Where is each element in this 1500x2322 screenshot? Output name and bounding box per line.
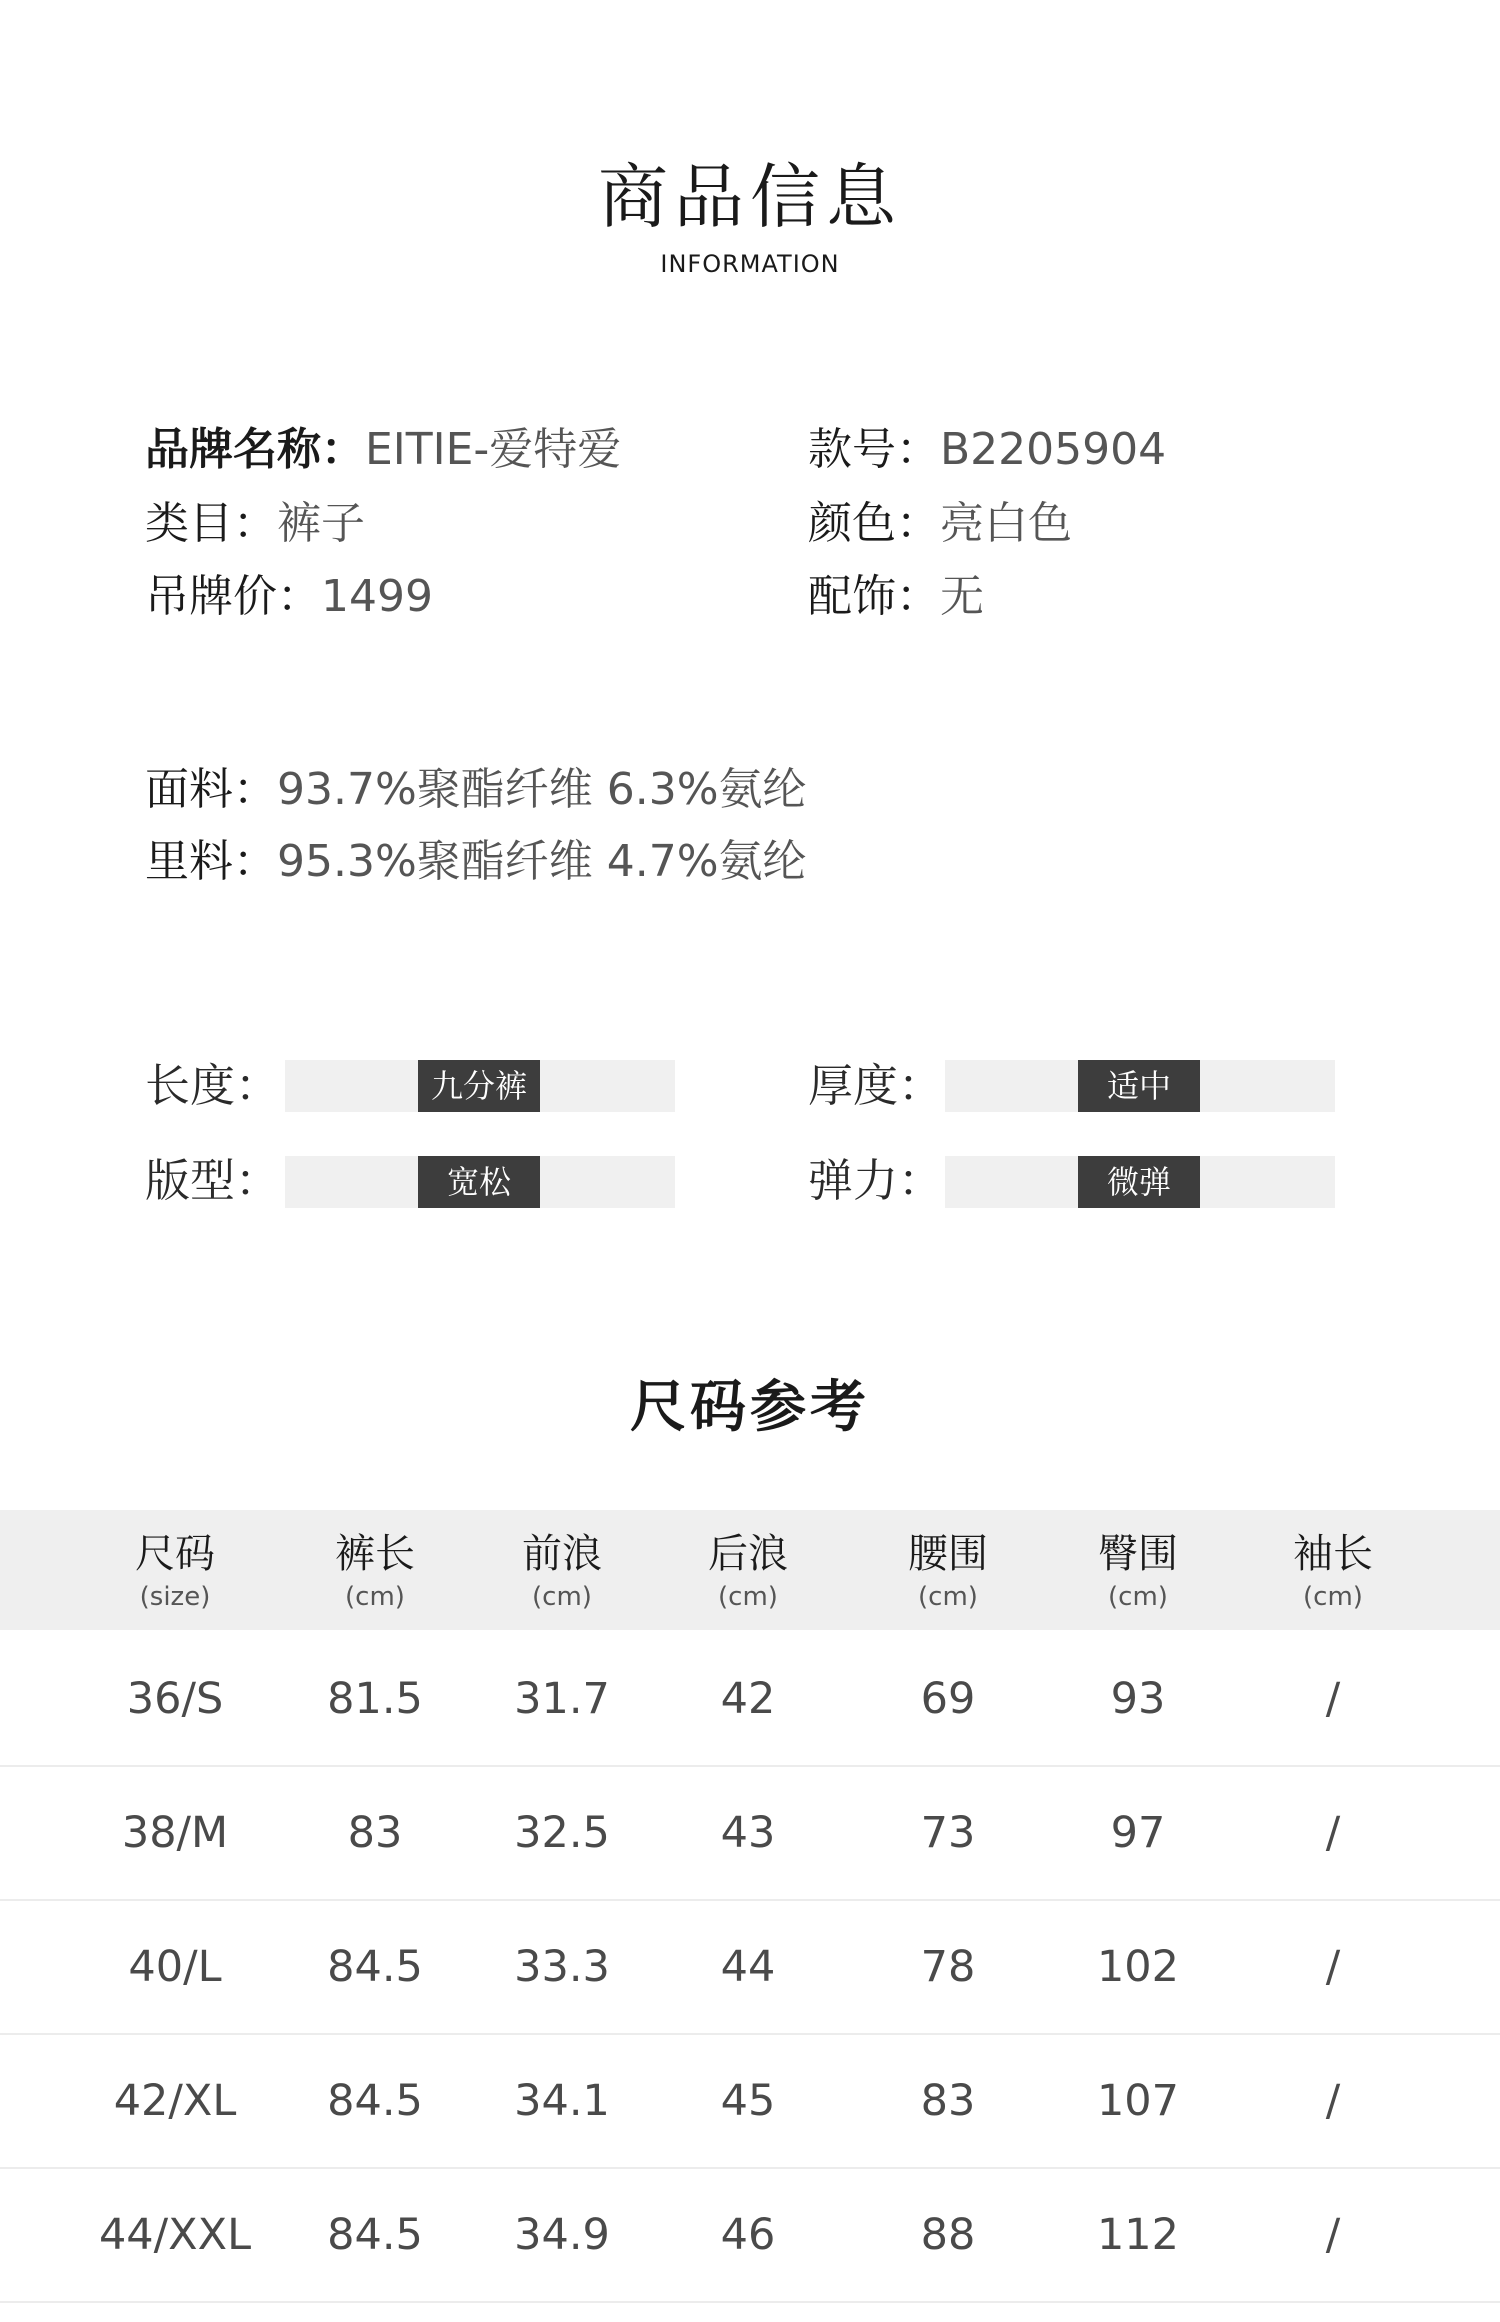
table-cell: 93: [1110, 1674, 1166, 1724]
category-label: 类目：: [145, 498, 277, 549]
table-row: [0, 1900, 1500, 2034]
table-cell: 34.9: [514, 2210, 610, 2260]
header-unit: (cm): [1303, 1582, 1363, 1612]
table-cell: 81.5: [327, 1674, 423, 1724]
header-name: 裤长: [335, 1531, 415, 1577]
table-cell: 45: [720, 2076, 776, 2126]
page-subtitle: INFORMATION: [660, 250, 840, 278]
tag-price-label: 吊牌价：: [145, 571, 321, 622]
header-cell-sleeve: [1243, 1510, 1423, 1610]
table-cell: 88: [920, 2210, 976, 2260]
table-cell: 33.3: [514, 1942, 610, 1992]
table-cell: 44/XXL: [98, 2210, 252, 2260]
table-cell: /: [1325, 1674, 1341, 1724]
table-cell: 78: [920, 1942, 976, 1992]
elasticity-label: 弹力：: [808, 1154, 944, 1207]
tag-price-row: [145, 571, 433, 622]
fabric-outer-row: [145, 764, 807, 815]
table-cell: 84.5: [327, 2076, 423, 2126]
table-cell: 32.5: [514, 1808, 610, 1858]
color-value: 亮白色: [940, 498, 1072, 549]
fit-tag: 宽松: [418, 1156, 540, 1208]
table-cell: 102: [1096, 1942, 1180, 1992]
brand-row: [145, 424, 622, 475]
category-value: 裤子: [277, 498, 365, 549]
table-cell: 38/M: [121, 1808, 229, 1858]
header-cell-waist: [858, 1510, 1038, 1610]
table-cell: /: [1325, 1942, 1341, 1992]
table-cell: 46: [720, 2210, 776, 2260]
table-cell: 31.7: [514, 1674, 610, 1724]
table-cell: /: [1325, 2210, 1341, 2260]
length-tag: 九分裤: [418, 1060, 540, 1112]
table-cell: 107: [1096, 2076, 1180, 2126]
fabric-lining-value: 95.3%聚酯纤维 4.7%氨纶: [277, 836, 807, 887]
table-row: [0, 1766, 1500, 1900]
header-cell-back-rise: [658, 1510, 838, 1610]
table-cell: /: [1325, 1808, 1341, 1858]
color-label: 颜色：: [808, 498, 940, 549]
fit-label: 版型：: [145, 1154, 281, 1207]
accessory-label: 配饰：: [808, 571, 940, 622]
table-cell: 73: [920, 1808, 976, 1858]
fabric-outer-value: 93.7%聚酯纤维 6.3%氨纶: [277, 764, 807, 815]
table-row: [0, 2168, 1500, 2302]
table-cell: 42/XL: [113, 2076, 237, 2126]
elasticity-tag: 微弹: [1078, 1156, 1200, 1208]
header-unit: (cm): [532, 1582, 592, 1612]
table-row: [0, 1632, 1500, 1766]
header-cell-front-rise: [472, 1510, 652, 1610]
header-unit: (size): [139, 1582, 211, 1612]
fabric-outer-label: 面料：: [145, 764, 277, 815]
table-cell: 97: [1110, 1808, 1166, 1858]
table-cell: 34.1: [514, 2076, 610, 2126]
accessory-value: 无: [940, 571, 984, 622]
header-unit: (cm): [718, 1582, 778, 1612]
style-no-row: [808, 424, 1167, 475]
thickness-label: 厚度：: [808, 1059, 944, 1112]
header-unit: (cm): [1108, 1582, 1168, 1612]
header-cell-size: [85, 1510, 265, 1610]
table-cell: 84.5: [327, 2210, 423, 2260]
row-divider: [0, 2301, 1500, 2303]
size-table-header: [0, 1510, 1500, 1630]
header-name: 腰围: [908, 1531, 988, 1577]
style-no-label: 款号：: [808, 424, 940, 475]
thickness-tag: 适中: [1078, 1060, 1200, 1112]
table-cell: 36/S: [126, 1674, 224, 1724]
header-name: 后浪: [708, 1531, 788, 1577]
table-cell: 112: [1096, 2210, 1180, 2260]
header-unit: (cm): [918, 1582, 978, 1612]
header-name: 尺码: [135, 1531, 215, 1577]
fabric-lining-row: [145, 836, 807, 887]
style-no-value: B2205904: [940, 424, 1167, 475]
table-row: [0, 2034, 1500, 2168]
length-label: 长度：: [145, 1059, 281, 1112]
header-unit: (cm): [345, 1582, 405, 1612]
size-table-title: 尺码参考: [630, 1375, 870, 1440]
page-title: 商品信息: [598, 156, 902, 238]
accessory-row: [808, 571, 984, 622]
fabric-lining-label: 里料：: [145, 836, 277, 887]
header-cell-hip: [1048, 1510, 1228, 1610]
table-cell: 40/L: [128, 1942, 222, 1992]
table-cell: 83: [347, 1808, 403, 1858]
table-cell: 42: [720, 1674, 776, 1724]
table-cell: /: [1325, 2076, 1341, 2126]
brand-label: 品牌名称：: [145, 424, 365, 475]
table-cell: 84.5: [327, 1942, 423, 1992]
header-name: 前浪: [522, 1531, 602, 1577]
header-name: 臀围: [1098, 1531, 1178, 1577]
table-cell: 83: [920, 2076, 976, 2126]
header-cell-pants-length: [285, 1510, 465, 1610]
brand-value: EITIE-爱特爱: [365, 424, 622, 475]
category-row: [145, 498, 365, 549]
table-cell: 44: [720, 1942, 776, 1992]
table-cell: 69: [920, 1674, 976, 1724]
header-name: 袖长: [1293, 1531, 1373, 1577]
tag-price-value: 1499: [321, 571, 433, 622]
color-row: [808, 498, 1072, 549]
table-cell: 43: [720, 1808, 776, 1858]
